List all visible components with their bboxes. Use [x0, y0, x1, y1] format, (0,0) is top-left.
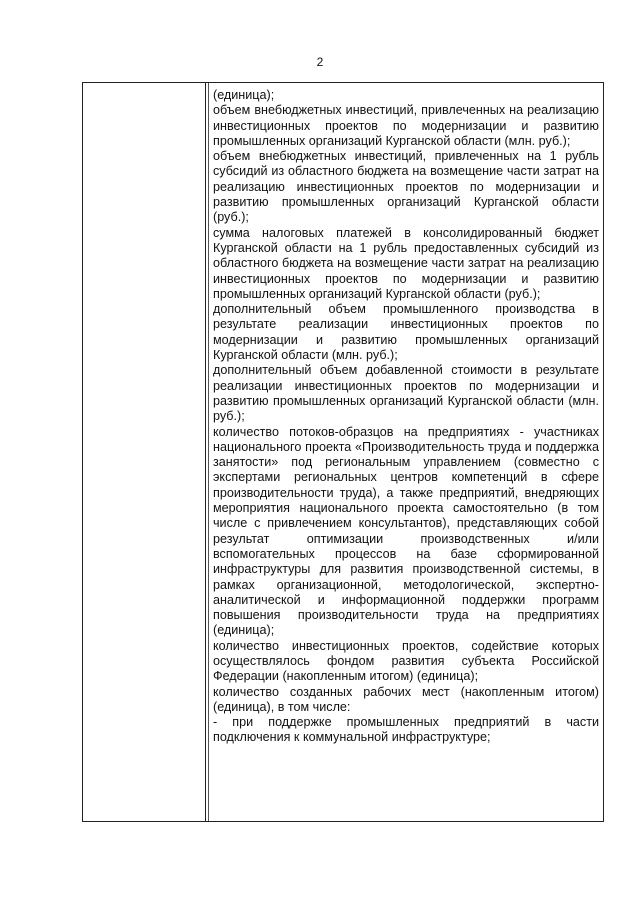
indicators-table: [82, 82, 604, 822]
indicator-list: [206, 83, 603, 746]
table-row: [83, 83, 604, 822]
indicator-paragraph: количество инвестиционных проектов, содействие которых осуществлялось фондом развития субъекта Российской Федерации (накопленным итогом) (единица);: [213, 638, 599, 684]
indicator-paragraph: количество созданных рабочих мест (накопленным итогом) (единица), в том числе:: [213, 684, 599, 714]
indicator-paragraph: объем внебюджетных инвестиций, привлеченных на реализацию инвестиционных проектов по модернизации и развитию промышленных организаций Курганской области (млн. руб.);: [213, 103, 599, 148]
indicator-paragraph: объем внебюджетных инвестиций, привлеченных на 1 рубль субсидий из областного бюджета на возмещение части затрат на реализацию инвестиционных проектов по модернизации и развитию промышленных организаций Курганской области (руб.);: [213, 149, 599, 225]
indicator-paragraph: - при поддержке промышленных предприятий в части подключения к коммунальной инфраструктуре;: [213, 715, 599, 745]
indicator-paragraph: (единица);: [213, 88, 275, 102]
indicator-paragraph: количество потоков-образцов на предприятиях - участниках национального проекта «Производительность труда и поддержка занятости» под региональным управлением (совместно с экспертами региональных центров компетенций в сфере производительности труда), а также предприятий, внедряющих мероприятия национального проекта самостоятельно (в том числе с привлечением консультантов), представляющих собой результат оптимизации производственных и/или вспомогательных процессов на базе сформированной инфраструктуры для развития производственной системы, в рамках организационной, методологической, экспертно-аналитической и информационной поддержки программ повышения производительности труда на предприятиях (единица);: [213, 424, 599, 638]
indicator-paragraph: сумма налоговых платежей в консолидированный бюджет Курганской области на 1 рубль предоставленных субсидий из областного бюджета на возмещение части затрат на реализацию инвестиционных проектов по модернизации и развитию промышленных организаций Курганской области (руб.);: [213, 225, 599, 301]
page-number: 2: [316, 55, 324, 69]
right-cell: [206, 83, 604, 822]
indicator-paragraph: дополнительный объем промышленного производства в результате реализации инвестиционных проектов по модернизации и развитию промышленных организаций Курганской области (млн. руб.);: [213, 302, 599, 363]
indicator-paragraph: дополнительный объем добавленной стоимости в результате реализации инвестиционных проектов по модернизации и развитию промышленных организаций Курганской области (млн. руб.);: [213, 363, 599, 424]
left-cell: [83, 83, 206, 822]
